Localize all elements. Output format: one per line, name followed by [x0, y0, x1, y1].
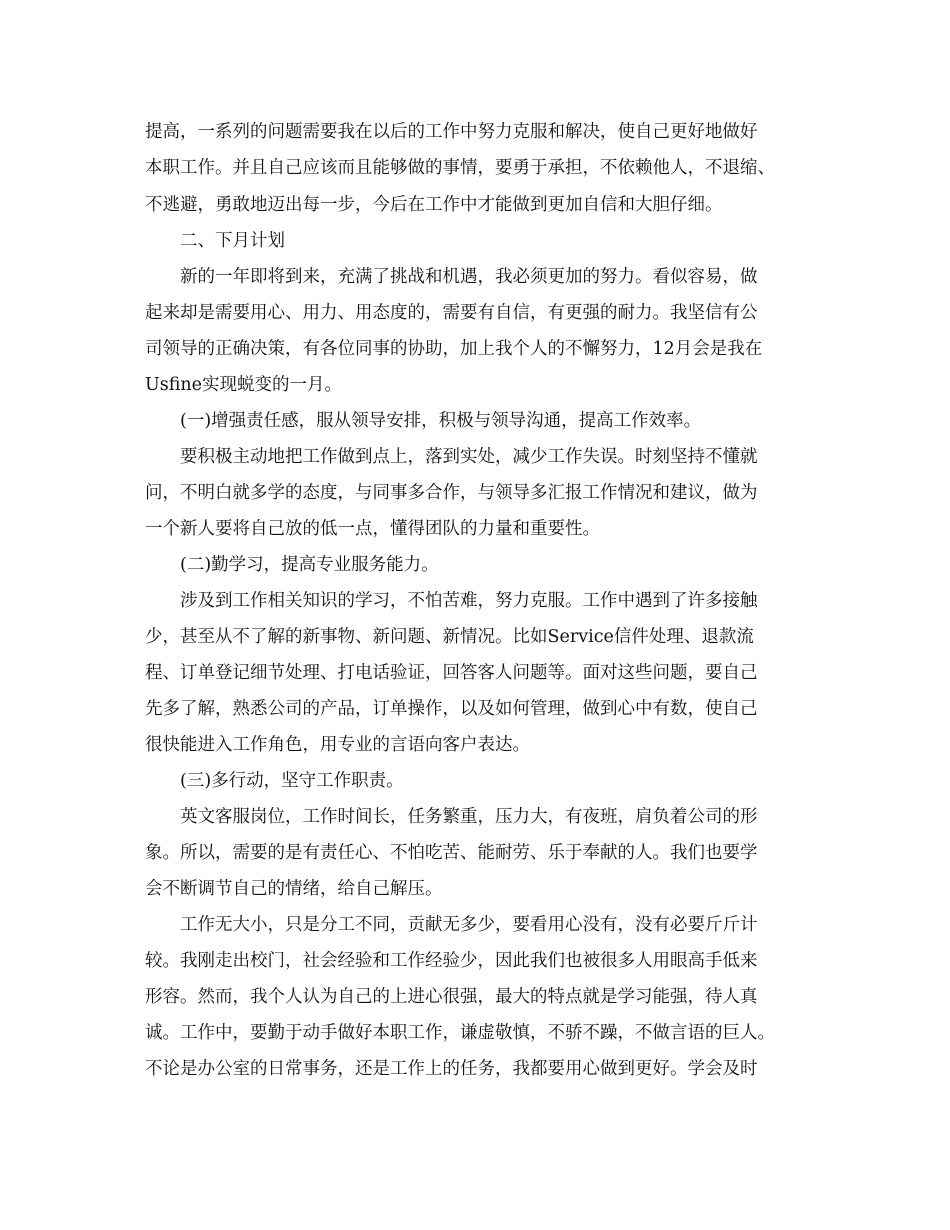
text-line: 起来却是需要用心、用力、用态度的，需要有自信，有更强的耐力。我坚信有公 [145, 303, 758, 323]
text-line: 问，不明白就多学的态度，与同事多合作，与领导多汇报工作情况和建议，做为 [145, 483, 758, 503]
text-line: 新的一年即将到来，充满了挑战和机遇，我必须更加的努力。看似容易，做 [180, 267, 758, 287]
text-line: 程、订单登记细节处理、打电话验证，回答客人问题等。面对这些问题，要自己 [145, 663, 758, 683]
text-line: 本职工作。并且自己应该而且能够做的事情，要勇于承担，不依赖他人，不退缩、 [145, 158, 775, 178]
subsection-heading: (三)多行动，坚守工作职责。 [180, 771, 404, 791]
text-line: 会不断调节自己的情绪，给自己解压。 [145, 879, 443, 899]
text-line: 先多了解，熟悉公司的产品，订单操作，以及如何管理，做到心中有数，使自己 [145, 699, 758, 719]
text-line: 较。我刚走出校门，社会经验和工作经验少，因此我们也被很多人用眼高手低来 [145, 951, 758, 971]
text-line: 工作无大小，只是分工不同，贡献无多少，要看用心没有，没有必要斤斤计 [180, 915, 758, 935]
text-line: 少，甚至从不了解的新事物、新问题、新情况。比如Service信件处理、退款流 [145, 627, 754, 647]
text-line: 英文客服岗位，工作时间长，任务繁重，压力大，有夜班，肩负着公司的形 [180, 807, 758, 827]
text-line: 不论是办公室的日常事务，还是工作上的任务，我都要用心做到更好。学会及时 [145, 1059, 758, 1079]
text-line: Usfine实现蜕变的一月。 [145, 375, 343, 395]
text-line: 司领导的正确决策，有各位同事的协助，加上我个人的不懈努力，12月会是我在 [145, 339, 763, 359]
text-line: 象。所以，需要的是有责任心、不怕吃苦、能耐劳、乐于奉献的人。我们也要学 [145, 843, 758, 863]
text-line: 不逃避，勇敢地迈出每一步，今后在工作中才能做到更加自信和大胆仔细。 [145, 195, 723, 215]
text-line: 诚。工作中，要勤于动手做好本职工作，谦虚敬慎，不骄不躁，不做言语的巨人。 [145, 1023, 775, 1043]
text-line: 提高，一系列的问题需要我在以后的工作中努力克服和解决，使自己更好地做好 [145, 122, 758, 142]
section-heading: 二、下月计划 [180, 231, 285, 251]
text-line: 很快能进入工作角色，用专业的言语向客户表达。 [145, 735, 530, 755]
text-line: 要积极主动地把工作做到点上，落到实处，减少工作失误。时刻坚持不懂就 [180, 447, 758, 467]
subsection-heading: (二)勤学习，提高专业服务能力。 [180, 555, 439, 575]
text-line: 涉及到工作相关知识的学习，不怕苦难，努力克服。工作中遇到了许多接触 [180, 591, 758, 611]
text-line: 形容。然而，我个人认为自己的上进心很强，最大的特点就是学习能强，待人真 [145, 987, 758, 1007]
subsection-heading: (一)增强责任感，服从领导安排，积极与领导沟通，提高工作效率。 [180, 411, 702, 431]
text-line: 一个新人要将自己放的低一点，懂得团队的力量和重要性。 [145, 519, 600, 539]
